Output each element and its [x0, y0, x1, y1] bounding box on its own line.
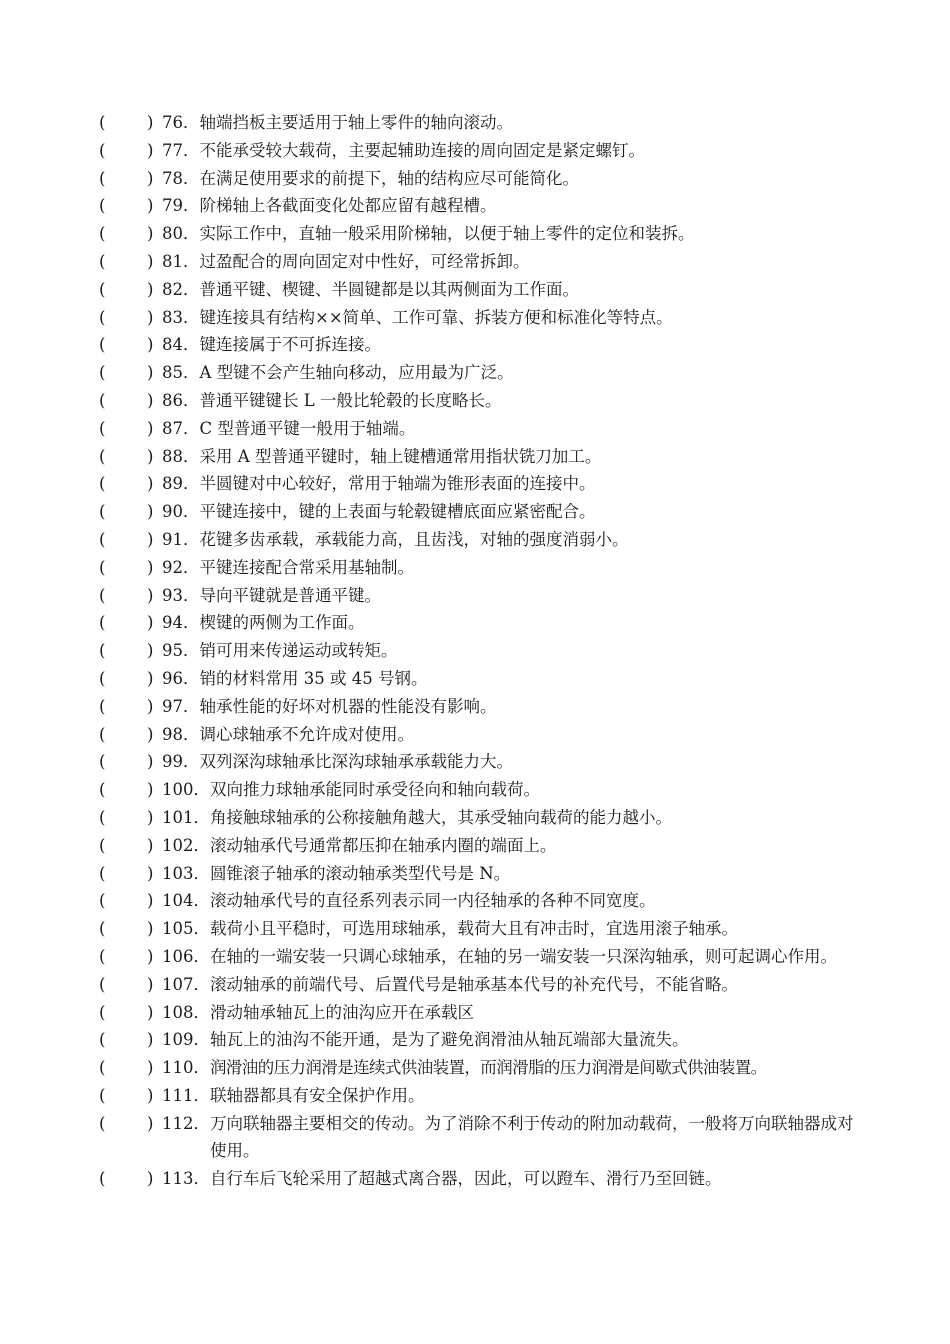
close-paren: )	[147, 196, 154, 216]
question-text: 销可用来传递运动或转矩。	[199, 641, 398, 661]
question-number: 88．	[162, 446, 200, 466]
question-text: 平键连接配合常采用基轴制。	[199, 557, 414, 577]
close-paren: )	[147, 724, 154, 744]
close-paren: )	[147, 557, 154, 577]
answer-blank	[99, 748, 162, 776]
question-list	[99, 109, 869, 1193]
question-text: 花键多齿承载，承载能力高，且齿浅，对轴的强度消弱小。	[199, 529, 629, 549]
question-text: 滚动轴承代号通常都压抑在轴承内圈的端面上。	[210, 835, 557, 855]
question-number: 98．	[162, 724, 200, 744]
question-number: 106．	[162, 946, 210, 966]
open-paren: (	[99, 863, 106, 883]
question-item	[99, 1082, 869, 1110]
question-item	[99, 331, 869, 359]
question-item	[99, 665, 869, 693]
close-paren: )	[147, 835, 154, 855]
open-paren: (	[99, 1030, 106, 1050]
open-paren: (	[99, 390, 106, 410]
question-text: 滚动轴承的前端代号、后置代号是轴承基本代号的补充代号，不能省略。	[210, 974, 738, 994]
question-text: 在轴的一端安装一只调心球轴承，在轴的另一端安装一只深沟轴承，则可起调心作用。	[210, 946, 837, 966]
question-text: 载荷小且平稳时，可选用球轴承，载荷大且有冲击时，宜选用滚子轴承。	[210, 919, 738, 939]
question-item	[99, 248, 869, 276]
question-item	[99, 470, 869, 498]
question-item	[99, 748, 869, 776]
question-number: 86．	[162, 390, 200, 410]
question-text: 键连接属于不可拆连接。	[199, 335, 381, 355]
close-paren: )	[147, 641, 154, 661]
answer-blank	[99, 470, 162, 498]
question-number: 83．	[162, 307, 200, 327]
open-paren: (	[99, 1085, 106, 1105]
answer-blank	[99, 776, 162, 804]
close-paren: )	[147, 891, 154, 911]
question-text: 双向推力球轴承能同时承受径向和轴向载荷。	[210, 780, 540, 800]
close-paren: )	[147, 168, 154, 188]
question-item	[99, 526, 869, 554]
answer-blank	[99, 887, 162, 915]
close-paren: )	[147, 307, 154, 327]
question-item	[99, 443, 869, 471]
question-number: 94．	[162, 613, 200, 633]
open-paren: (	[99, 696, 106, 716]
question-item	[99, 109, 869, 137]
question-text: 平键连接中，键的上表面与轮毂键槽底面应紧密配合。	[199, 502, 596, 522]
open-paren: (	[99, 418, 106, 438]
answer-blank	[99, 915, 162, 943]
question-text: C 型普通平键一般用于轴端。	[199, 418, 416, 438]
answer-blank	[99, 248, 162, 276]
question-item	[99, 498, 869, 526]
question-number: 76．	[162, 113, 200, 132]
close-paren: )	[147, 1030, 154, 1050]
question-text: 楔键的两侧为工作面。	[199, 613, 365, 633]
question-item	[99, 609, 869, 637]
question-number: 110．	[162, 1058, 210, 1078]
question-number: 92．	[162, 557, 200, 577]
open-paren: (	[99, 807, 106, 827]
close-paren: )	[147, 946, 154, 966]
open-paren: (	[99, 224, 106, 244]
close-paren: )	[147, 1058, 154, 1078]
question-item	[99, 804, 869, 832]
close-paren: )	[147, 919, 154, 939]
answer-blank	[99, 137, 162, 165]
question-number: 96．	[162, 668, 200, 688]
open-paren: (	[99, 307, 106, 327]
open-paren: (	[99, 641, 106, 661]
close-paren: )	[147, 140, 154, 160]
answer-blank	[99, 721, 162, 749]
question-item	[99, 693, 869, 721]
open-paren: (	[99, 613, 106, 633]
answer-blank	[99, 1054, 162, 1082]
answer-blank	[99, 971, 162, 999]
question-item	[99, 582, 869, 610]
question-item	[99, 1054, 869, 1082]
answer-blank	[99, 443, 162, 471]
question-text: 轴承性能的好坏对机器的性能没有影响。	[199, 696, 497, 716]
close-paren: )	[147, 863, 154, 883]
answer-blank	[99, 832, 162, 860]
question-number: 89．	[162, 474, 200, 494]
answer-blank	[99, 387, 162, 415]
open-paren: (	[99, 474, 106, 494]
close-paren: )	[147, 668, 154, 688]
open-paren: (	[99, 1002, 106, 1022]
open-paren: (	[99, 251, 106, 271]
answer-blank	[99, 1082, 162, 1110]
question-number: 84．	[162, 335, 200, 355]
answer-blank	[99, 304, 162, 332]
question-number: 97．	[162, 696, 200, 716]
close-paren: )	[147, 251, 154, 271]
question-number: 93．	[162, 585, 200, 605]
open-paren: (	[99, 529, 106, 549]
question-text: 轴端挡板主要适用于轴上零件的轴向滚动。	[199, 113, 513, 132]
open-paren: (	[99, 780, 106, 800]
answer-blank	[99, 609, 162, 637]
question-text: 调心球轴承不允许成对使用。	[199, 724, 414, 744]
open-paren: (	[99, 140, 106, 160]
question-item	[99, 165, 869, 193]
open-paren: (	[99, 502, 106, 522]
answer-blank	[99, 276, 162, 304]
close-paren: )	[147, 1085, 154, 1105]
close-paren: )	[147, 279, 154, 299]
question-item	[99, 915, 869, 943]
close-paren: )	[147, 613, 154, 633]
question-text: 轴瓦上的油沟不能开通，是为了避免润滑油从轴瓦端部大量流失。	[210, 1030, 689, 1050]
question-text: 在满足使用要求的前提下，轴的结构应尽可能简化。	[199, 168, 579, 188]
question-number: 95．	[162, 641, 200, 661]
question-number: 90．	[162, 502, 200, 522]
open-paren: (	[99, 974, 106, 994]
question-number: 112．	[162, 1113, 210, 1133]
question-item	[99, 971, 869, 999]
open-paren: (	[99, 752, 106, 772]
answer-blank	[99, 526, 162, 554]
answer-blank	[99, 999, 162, 1027]
question-number: 91．	[162, 529, 200, 549]
open-paren: (	[99, 724, 106, 744]
question-item	[99, 1026, 869, 1054]
close-paren: )	[147, 585, 154, 605]
answer-blank	[99, 665, 162, 693]
question-number: 101．	[162, 807, 210, 827]
answer-blank	[99, 582, 162, 610]
question-number: 99．	[162, 752, 200, 772]
question-text: 普通平键、楔键、半圆键都是以其两侧面为工作面。	[199, 279, 579, 299]
question-text: 过盈配合的周向固定对中性好，可经常拆卸。	[199, 251, 530, 271]
open-paren: (	[99, 335, 106, 355]
close-paren: )	[147, 752, 154, 772]
open-paren: (	[99, 446, 106, 466]
question-item	[99, 415, 869, 443]
close-paren: )	[147, 363, 154, 383]
question-item	[99, 1110, 869, 1166]
question-number: 80．	[162, 224, 200, 244]
close-paren: )	[147, 696, 154, 716]
question-item	[99, 999, 869, 1027]
question-item	[99, 137, 869, 165]
question-item	[99, 276, 869, 304]
open-paren: (	[99, 279, 106, 299]
open-paren: (	[99, 1058, 106, 1078]
open-paren: (	[99, 668, 106, 688]
answer-blank	[99, 220, 162, 248]
open-paren: (	[99, 113, 106, 132]
question-number: 107．	[162, 974, 210, 994]
open-paren: (	[99, 196, 106, 216]
question-text: 阶梯轴上各截面变化处都应留有越程槽。	[199, 196, 497, 216]
close-paren: )	[147, 974, 154, 994]
question-text: 圆锥滚子轴承的滚动轴承类型代号是 N。	[210, 863, 511, 883]
question-number: 111．	[162, 1085, 210, 1105]
close-paren: )	[147, 780, 154, 800]
answer-blank	[99, 1110, 162, 1138]
answer-blank	[99, 943, 162, 971]
question-item	[99, 721, 869, 749]
answer-blank	[99, 860, 162, 888]
answer-blank	[99, 165, 162, 193]
close-paren: )	[147, 529, 154, 549]
question-text: 半圆键对中心较好，常用于轴端为锥形表面的连接中。	[199, 474, 596, 494]
question-text: 滑动轴承轴瓦上的油沟应开在承载区	[210, 1002, 474, 1022]
question-text: 联轴器都具有安全保护作用。	[210, 1085, 425, 1105]
question-number: 105．	[162, 919, 210, 939]
question-item	[99, 943, 869, 971]
close-paren: )	[147, 474, 154, 494]
answer-blank	[99, 331, 162, 359]
question-text: 自行车后飞轮采用了超越式离合器，因此，可以蹬车、滑行乃至回链。	[210, 1169, 722, 1189]
answer-blank	[99, 415, 162, 443]
answer-blank	[99, 554, 162, 582]
question-item	[99, 1165, 869, 1193]
close-paren: )	[147, 502, 154, 522]
open-paren: (	[99, 891, 106, 911]
question-text: 滚动轴承代号的直径系列表示同一内径轴承的各种不同宽度。	[210, 891, 656, 911]
open-paren: (	[99, 168, 106, 188]
answer-blank	[99, 804, 162, 832]
close-paren: )	[147, 1002, 154, 1022]
question-text: 普通平键键长 L 一般比轮毂的长度略长。	[199, 390, 502, 410]
close-paren: )	[147, 1113, 154, 1133]
question-text: 销的材料常用 35 或 45 号钢。	[199, 668, 428, 688]
open-paren: (	[99, 557, 106, 577]
question-number: 102．	[162, 835, 210, 855]
answer-blank	[99, 1026, 162, 1054]
question-number: 81．	[162, 251, 200, 271]
question-item	[99, 637, 869, 665]
question-text: 万向联轴器主要相交的传动。为了消除不利于传动的附加动载荷，一般将万向联轴器成对使用。	[210, 1113, 854, 1161]
open-paren: (	[99, 835, 106, 855]
question-item	[99, 554, 869, 582]
question-number: 103．	[162, 863, 210, 883]
open-paren: (	[99, 919, 106, 939]
question-item	[99, 220, 869, 248]
close-paren: )	[147, 113, 154, 132]
question-number: 87．	[162, 418, 200, 438]
close-paren: )	[147, 446, 154, 466]
close-paren: )	[147, 390, 154, 410]
answer-blank	[99, 498, 162, 526]
answer-blank	[99, 637, 162, 665]
question-number: 78．	[162, 168, 200, 188]
question-number: 104．	[162, 891, 210, 911]
question-number: 77．	[162, 140, 200, 160]
question-text: 不能承受较大载荷，主要起辅助连接的周向固定是紧定螺钉。	[199, 140, 645, 160]
close-paren: )	[147, 807, 154, 827]
open-paren: (	[99, 1113, 106, 1133]
answer-blank	[99, 359, 162, 387]
question-item	[99, 387, 869, 415]
question-number: 85．	[162, 363, 200, 383]
answer-blank	[99, 109, 162, 137]
close-paren: )	[147, 335, 154, 355]
question-number: 82．	[162, 279, 200, 299]
question-item	[99, 304, 869, 332]
question-item	[99, 887, 869, 915]
question-text: 角接触球轴承的公称接触角越大，其承受轴向载荷的能力越小。	[210, 807, 672, 827]
question-item	[99, 359, 869, 387]
open-paren: (	[99, 363, 106, 383]
question-number: 79．	[162, 196, 200, 216]
open-paren: (	[99, 1169, 106, 1189]
close-paren: )	[147, 224, 154, 244]
question-text: 键连接具有结构××简单、工作可靠、拆装方便和标准化等特点。	[199, 307, 673, 327]
question-number: 100．	[162, 780, 210, 800]
answer-blank	[99, 1165, 162, 1193]
question-item	[99, 832, 869, 860]
question-number: 109．	[162, 1030, 210, 1050]
question-text: 采用 A 型普通平键时，轴上键槽通常用指状铣刀加工。	[199, 446, 602, 466]
question-text: A 型键不会产生轴向移动，应用最为广泛。	[199, 363, 514, 383]
answer-blank	[99, 693, 162, 721]
open-paren: (	[99, 946, 106, 966]
answer-blank	[99, 192, 162, 220]
open-paren: (	[99, 585, 106, 605]
question-number: 113．	[162, 1169, 210, 1189]
close-paren: )	[147, 1169, 154, 1189]
question-text: 双列深沟球轴承比深沟球轴承承载能力大。	[199, 752, 513, 772]
close-paren: )	[147, 418, 154, 438]
question-item	[99, 860, 869, 888]
question-text: 导向平键就是普通平键。	[199, 585, 381, 605]
question-text: 实际工作中，直轴一般采用阶梯轴，以便于轴上零件的定位和装拆。	[199, 224, 695, 244]
question-item	[99, 776, 869, 804]
question-item	[99, 192, 869, 220]
question-number: 108．	[162, 1002, 210, 1022]
question-text: 润滑油的压力润滑是连续式供油装置，而润滑脂的压力润滑是间歇式供油装置。	[210, 1058, 767, 1078]
